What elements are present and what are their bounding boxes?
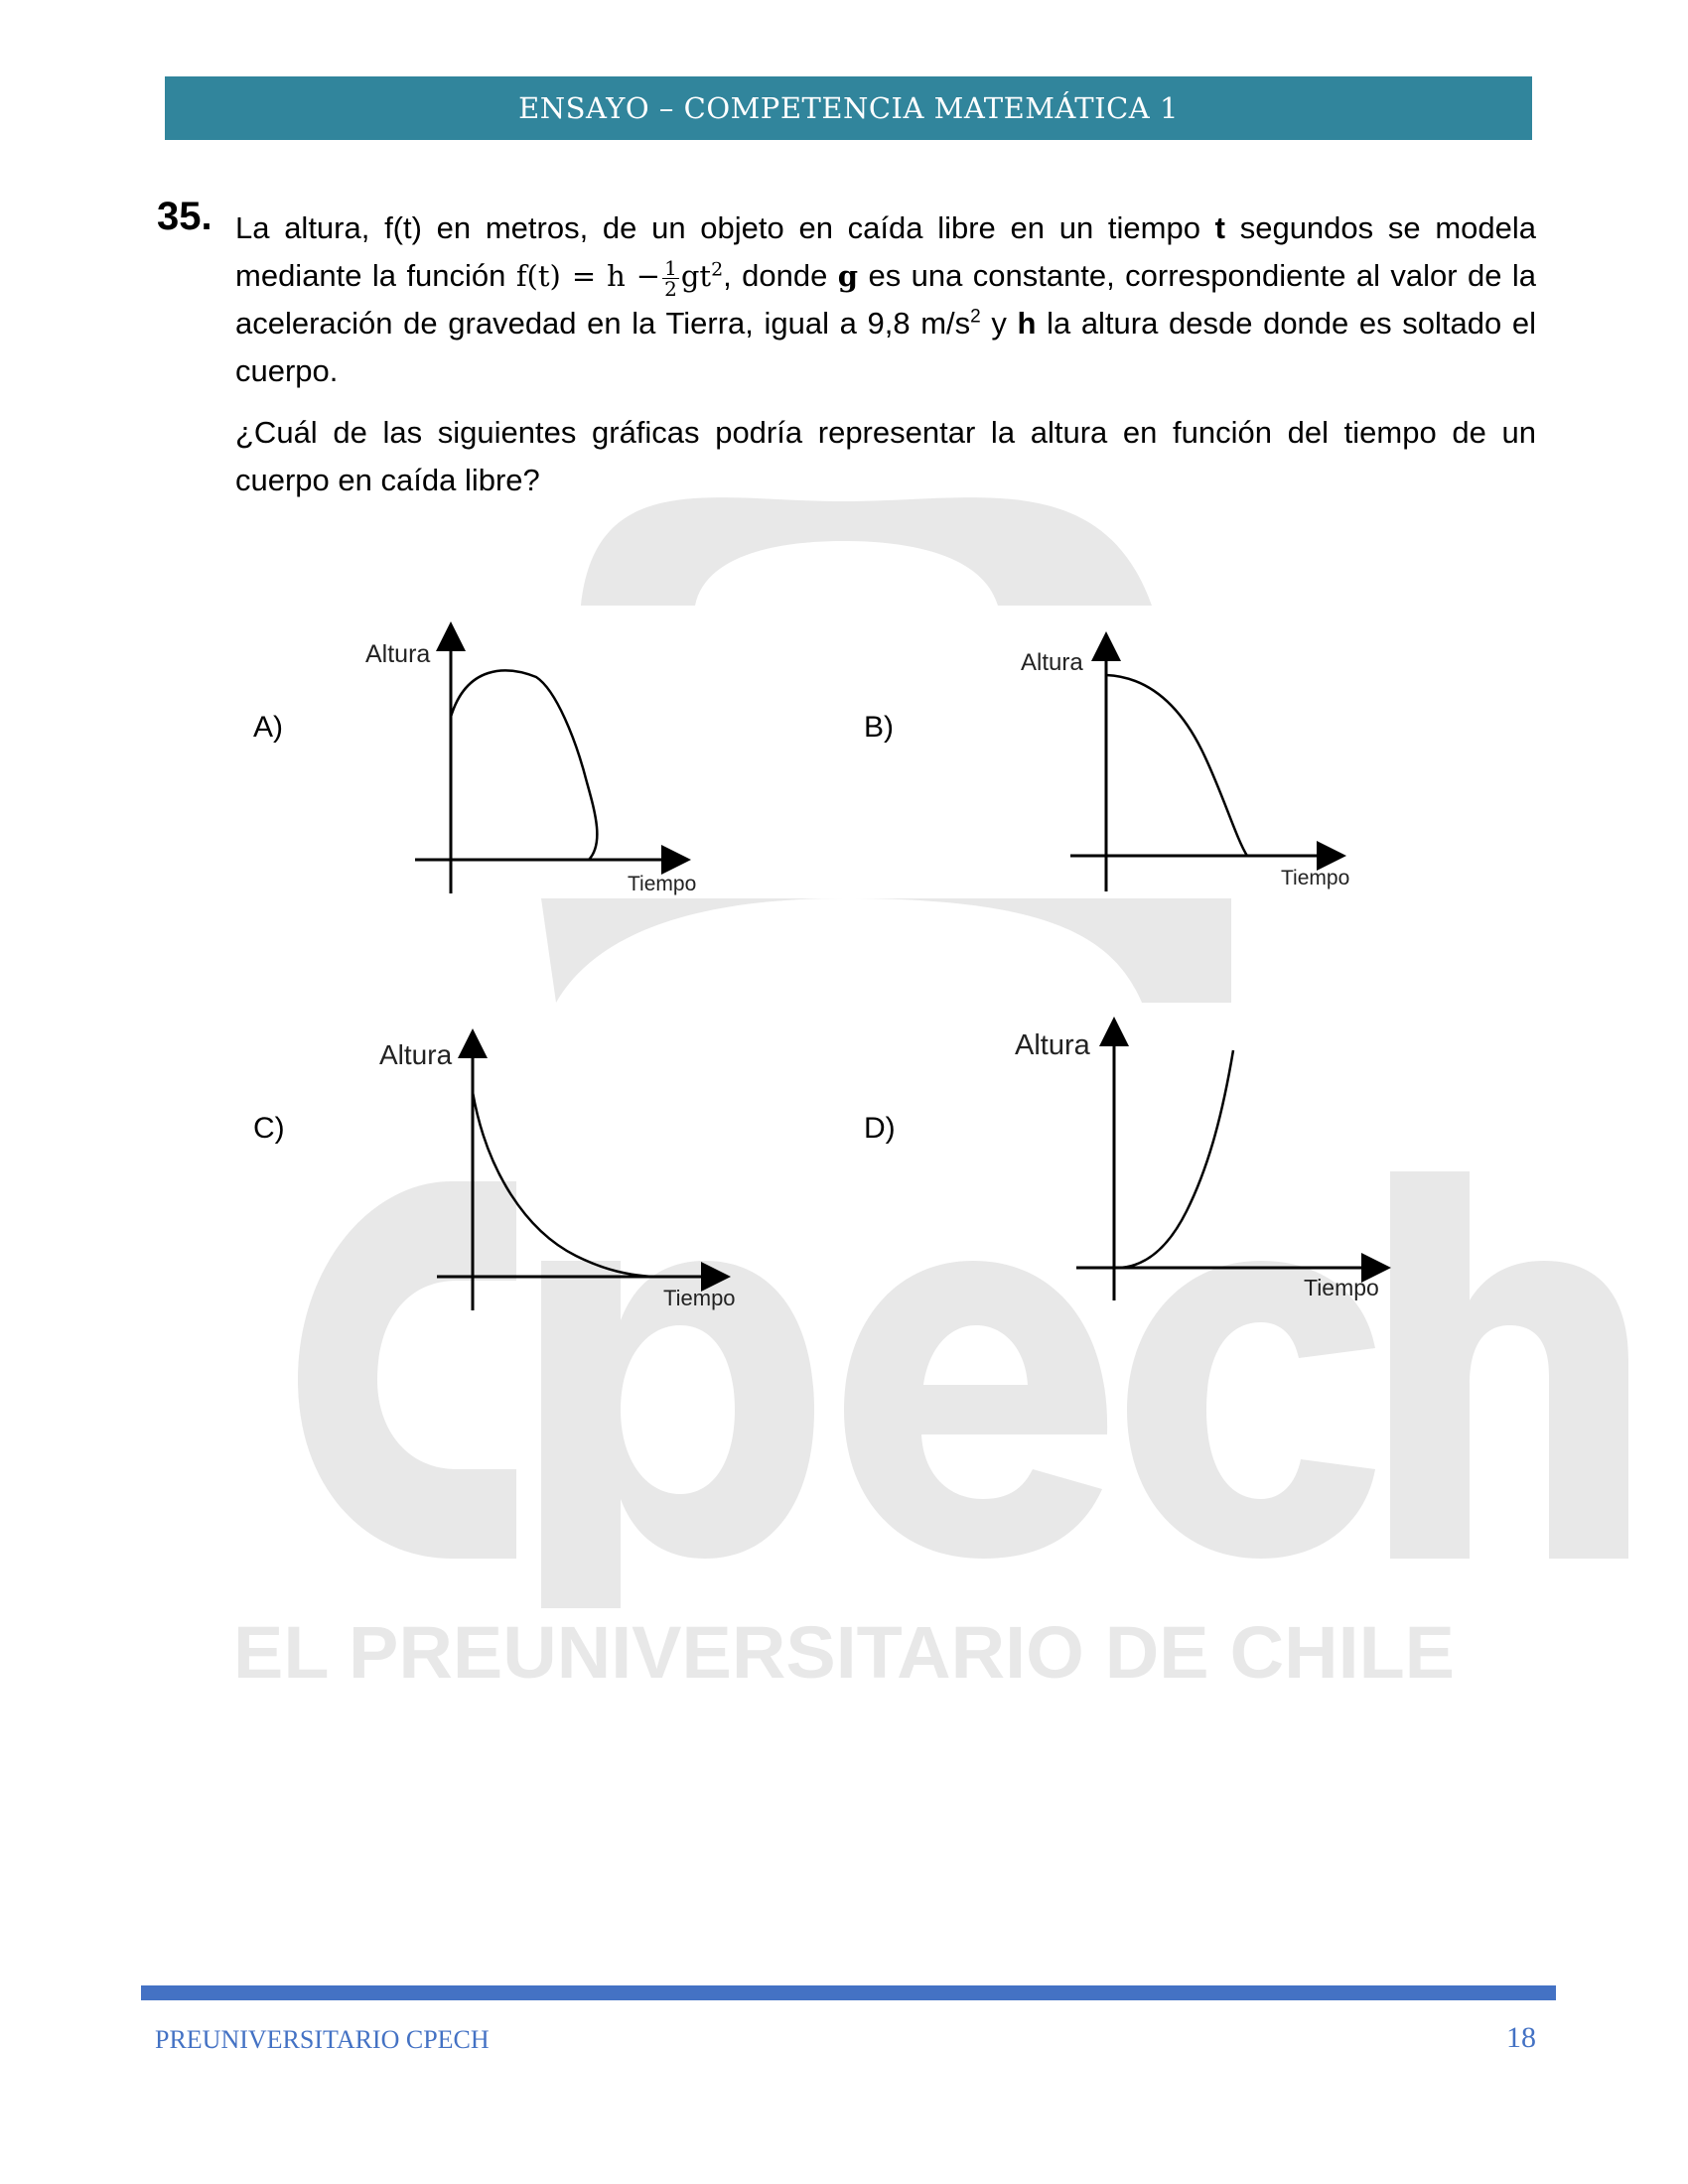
statement-text: y xyxy=(980,306,1018,341)
fraction-denominator: 2 xyxy=(664,276,677,301)
y-axis-label: Altura xyxy=(365,640,431,668)
formula-fraction xyxy=(662,255,679,301)
question-number: 35. xyxy=(157,195,212,238)
header-title: ENSAYO – COMPETENCIA MATEMÁTICA 1 xyxy=(518,91,1179,125)
x-axis-label: Tiempo xyxy=(663,1286,736,1310)
option-c-label[interactable]: C) xyxy=(253,1112,285,1145)
x-axis-label: Tiempo xyxy=(628,873,697,895)
variable-h: h xyxy=(1017,306,1037,341)
y-axis-label: Altura xyxy=(1015,1029,1090,1061)
statement-text: , donde xyxy=(723,258,838,293)
y-axis-label: Altura xyxy=(379,1039,453,1070)
option-a-label[interactable]: A) xyxy=(253,711,283,744)
graph-d xyxy=(1015,1013,1400,1310)
statement-text: La altura, f(t) en metros, de un objeto en caída libre en un tiempo xyxy=(235,210,1215,245)
question-text xyxy=(235,205,1536,504)
unit-exponent: 2 xyxy=(970,306,981,328)
curve-c xyxy=(473,1092,655,1277)
page-number: 18 xyxy=(1506,2021,1536,2054)
y-axis-label: Altura xyxy=(1021,649,1083,676)
curve-b xyxy=(1106,675,1247,856)
graph-c xyxy=(379,1023,736,1320)
option-d-label[interactable]: D) xyxy=(864,1112,896,1145)
fraction-numerator: 1 xyxy=(664,255,677,280)
question-statement xyxy=(235,205,1536,395)
footer-divider xyxy=(141,1985,1556,2000)
formula-lhs: f(t) = h − xyxy=(515,259,661,293)
variable-g: g xyxy=(837,259,859,293)
header-banner xyxy=(165,76,1532,140)
option-b-label[interactable]: B) xyxy=(864,711,894,744)
statement-text: la altura desde donde es soltado el cuerpo. xyxy=(235,306,1536,388)
x-axis-label: Tiempo xyxy=(1281,867,1350,889)
question-prompt: ¿Cuál de las siguientes gráficas podría representar la altura en función del tiempo de un cuerpo en caída libre? xyxy=(235,415,1536,497)
graph-a xyxy=(365,615,715,903)
graph-b xyxy=(1021,615,1370,903)
formula-exponent: 2 xyxy=(711,258,724,281)
formula-rhs: gt xyxy=(680,259,712,293)
x-axis-label: Tiempo xyxy=(1304,1275,1379,1300)
curve-a xyxy=(451,670,597,860)
watermark-tagline: EL PREUNIVERSITARIO DE CHILE xyxy=(233,1611,1455,1694)
curve-d xyxy=(1114,1050,1233,1268)
statement-text: es una constante, correspondiente al valor de la aceleración de gravedad en la Tierra, igual a 9,8 m/s xyxy=(235,258,1537,341)
footer-brand: PREUNIVERSITARIO CPECH xyxy=(155,2025,490,2054)
statement-text: segundos se modela mediante la función xyxy=(235,210,1536,293)
variable-t: t xyxy=(1214,210,1225,245)
formula xyxy=(515,255,724,301)
